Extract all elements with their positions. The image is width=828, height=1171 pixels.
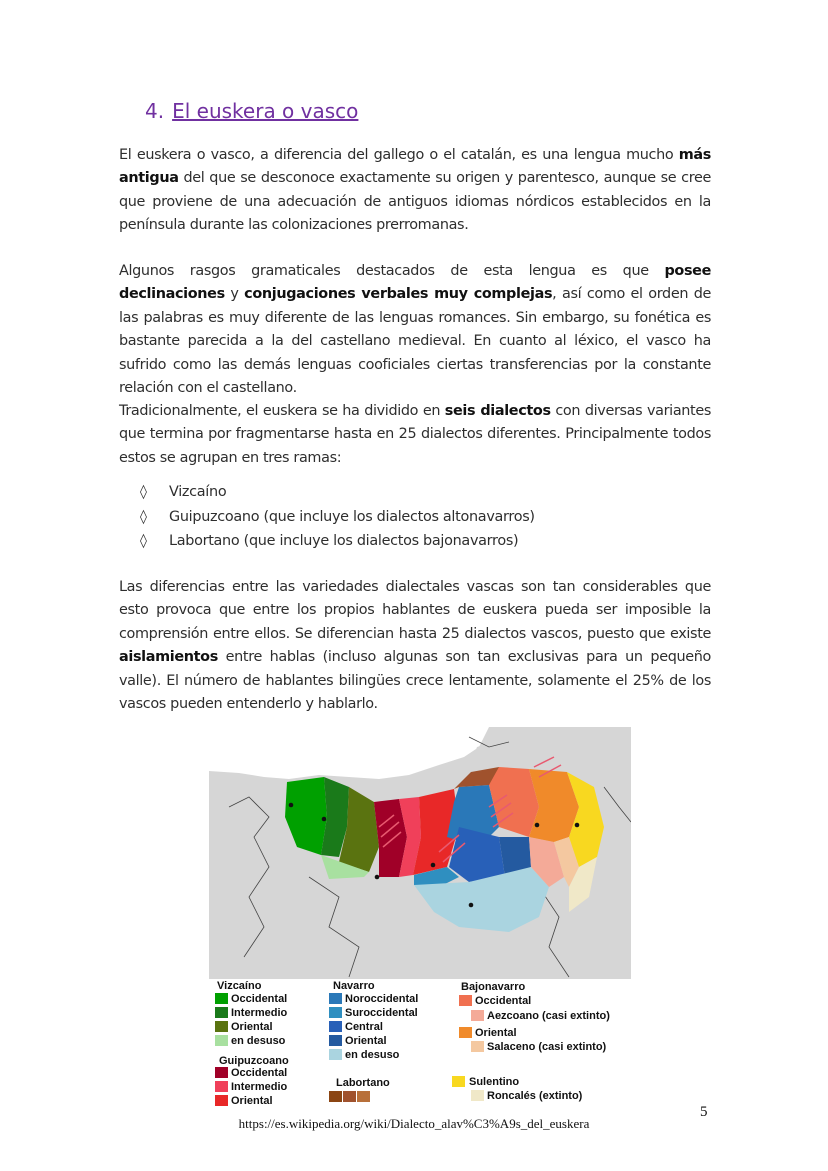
legend-item: Roncalés (extinto) (487, 1090, 583, 1102)
legend-item: Sulentino (469, 1076, 520, 1088)
paragraph-differences: Las diferencias entre las variedades dialectales vascas son tan considerables que esto provoca que entre los propios hablantes de euskera pueda ser imposible la comprensión entre ellos. Se diferencian hasta 25 dialectos vascos, puesto que existe aislamientos entre hablas (incluso algunas son tan exclusivas para un pequeño valle). El número de hablantes bilingües crece lentamente, solamente el 25% de los vascos pueden entenderlo y hablarlo. (119, 579, 711, 713)
diamond-bullet-icon: ◊ (140, 508, 147, 525)
legend-item: Oriental (345, 1035, 387, 1047)
paragraph-grammar: Algunos rasgos gramaticales destacados de esta lengua es que posee declinaciones y conjugaciones verbales muy complejas, así como el orden de las palabras es muy diferente de las lenguas romances. Sin embargo, su fonética es bastante parecida a la del castellano medieval. En cuanto al léxico, el vasco ha sufrido como las demás lenguas cooficiales ciertas transferencias por la constante relación con el castellano. (119, 263, 711, 397)
legend-bajonavarro-title: Bajonavarro (461, 981, 526, 993)
legend-item: Oriental (475, 1027, 517, 1039)
paragraph-origin: El euskera o vasco, a diferencia del gallego o el catalán, es una lengua mucho más antigua del que se desconoce exactamente su origen y parentesco, aunque se cree que proviene de una adecuación de antiguos idiomas nórdicos establecidos en la península durante las colonizaciones prerromanas. (119, 147, 711, 234)
list-item: ◊ Guipuzcoano (que incluye los dialectos altonavarros) (140, 508, 535, 525)
diamond-bullet-icon: ◊ (140, 533, 147, 550)
figure-source-link[interactable]: https://es.wikipedia.org/wiki/Dialecto_alav%C3%A9s_del_euskera (238, 1116, 590, 1131)
legend-item: en desuso (231, 1035, 286, 1047)
paragraph-dialects: Tradicionalmente, el euskera se ha dividido en seis dialectos con diversas variantes que termina por fragmentarse hasta en 25 dialectos diferentes. Principalmente todos estos se agrupan en tres ramas: (119, 403, 711, 466)
legend-item: Oriental (231, 1095, 273, 1107)
legend-item: Occidental (475, 995, 532, 1007)
legend-item: Central (345, 1021, 383, 1033)
dialect-map-figure (209, 727, 631, 1107)
basque-dialects-map (209, 727, 631, 1107)
legend-item: Oriental (231, 1021, 273, 1033)
legend-labortano-title: Labortano (336, 1077, 390, 1089)
section-title-link[interactable]: El euskera o vasco (172, 99, 359, 123)
legend-item: Occidental (231, 993, 288, 1005)
legend-vizcaino-title: Vizcaíno (217, 980, 262, 992)
legend-item: Salaceno (casi extinto) (487, 1041, 607, 1053)
legend-item: Intermedio (231, 1081, 288, 1093)
list-item: ◊ Labortano (que incluye los dialectos bajonavarros) (140, 533, 519, 550)
legend-item: en desuso (345, 1049, 400, 1061)
legend-item: Suroccidental (345, 1007, 418, 1019)
legend-navarro-title: Navarro (333, 980, 375, 992)
legend-item: Occidental (231, 1067, 288, 1079)
diamond-bullet-icon: ◊ (140, 484, 147, 501)
legend-item: Intermedio (231, 1007, 288, 1019)
page-number: 5 (700, 1104, 708, 1120)
dialect-branch-list (140, 480, 535, 554)
map-legend (215, 980, 610, 1107)
legend-item: Aezcoano (casi extinto) (487, 1010, 610, 1022)
section-heading (145, 99, 358, 123)
section-number: 4. (145, 99, 165, 123)
legend-guipuzcoano-title: Guipuzcoano (219, 1055, 289, 1067)
legend-item: Noroccidental (345, 993, 419, 1005)
list-item: ◊ Vizcaíno (140, 484, 227, 501)
